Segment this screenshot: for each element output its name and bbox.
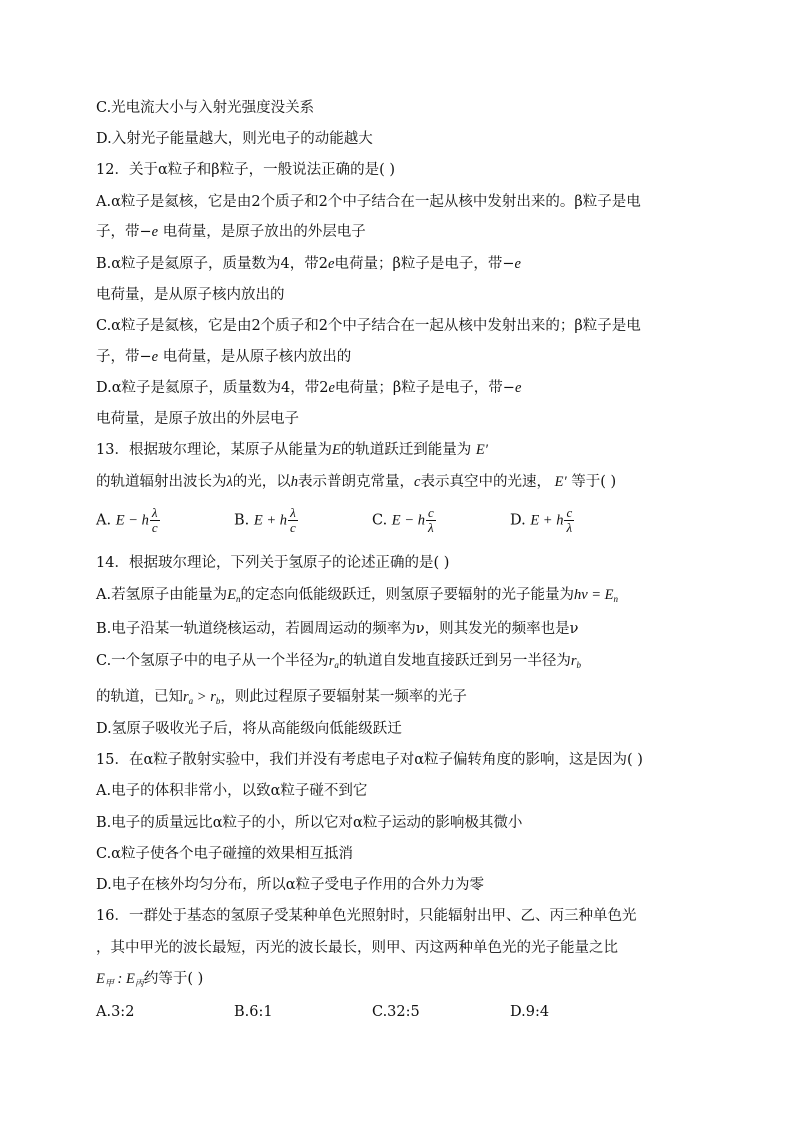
- q12-option-d-line1: D.α粒子是氦原子，质量数为4，带2e电荷量；β粒子是电子，带−e: [96, 380, 522, 396]
- question-16-line1: 16．一群处于基态的氢原子受某种单色光照射时，只能辐射出甲、乙、丙三种单色光: [96, 908, 637, 924]
- q12-option-d-line2: 电荷量，是原子放出的外层电子: [96, 411, 299, 427]
- q14-option-c-line1: C.一个氢原子中的电子从一个半径为$r_a$的轨道自发地直接跃迁到另一半径为$r_b$: [96, 653, 581, 670]
- question-13-line2: 的轨道辐射出波长为λ的光，以h表示普朗克常量，c表示真空中的光速， E′ 等于( ): [96, 474, 617, 490]
- question-16-line3: $E_甲$ : $E_丙$约等于( ): [96, 971, 204, 988]
- option-c-photocurrent: C.光电流大小与入射光强度没关系: [96, 100, 315, 116]
- q16-option-a: A.3:2: [96, 1004, 135, 1020]
- q12-option-a-line2: 子，带−e 电荷量，是原子放出的外层电子: [96, 224, 366, 240]
- q12-option-c-line1: C.α粒子是氦核，它是由2个质子和2个中子结合在一起从核中发射出来的；β粒子是电: [96, 318, 641, 334]
- question-15: 15．在α粒子散射实验中，我们并没有考虑电子对α粒子偏转角度的影响，这是因为( ): [96, 752, 643, 768]
- question-12: 12．关于α粒子和β粒子，一般说法正确的是( ): [96, 162, 396, 178]
- q12-option-b-line2: 电荷量，是从原子核内放出的: [96, 287, 285, 303]
- question-13-line1: 13．根据玻尔理论，某原子从能量为E的轨道跃迁到能量为 E′: [96, 442, 488, 458]
- q13-option-a: A. E − h $\frac{\lambda}{c}$: [96, 505, 158, 535]
- q12-option-c-line2: 子，带−e 电荷量，是从原子核内放出的: [96, 349, 352, 365]
- q15-option-a: A.电子的体积非常小，以致α粒子碰不到它: [96, 783, 368, 799]
- q12-option-a-line1: A.α粒子是氦核，它是由2个质子和2个中子结合在一起从核中发射出来的。β粒子是电: [96, 194, 641, 210]
- question-14: 14．根据玻尔理论，下列关于氢原子的论述正确的是( ): [96, 555, 450, 571]
- q16-option-b: B.6:1: [234, 1004, 273, 1020]
- q16-option-c: C.32:5: [372, 1004, 420, 1020]
- q14-option-d: D.氢原子吸收光子后，将从高能级向低能级跃迁: [96, 721, 402, 737]
- q16-option-d: D.9:4: [510, 1004, 550, 1020]
- question-16-line2: ，其中甲光的波长最短，丙光的波长最长，则甲、丙这两种单色光的光子能量之比: [96, 940, 618, 956]
- q14-option-b: B.电子沿某一轨道绕核运动，若圆周运动的频率为ν，则其发光的频率也是ν: [96, 621, 579, 637]
- q15-option-c: C.α粒子使各个电子碰撞的效果相互抵消: [96, 846, 353, 862]
- q15-option-b: B.电子的质量远比α粒子的小，所以它对α粒子运动的影响极其微小: [96, 815, 523, 831]
- q14-option-a: A.若氢原子由能量为$E_n$的定态向低能级跃迁，则氢原子要辐射的光子能量为$h\nu = E_n$: [96, 587, 619, 604]
- q14-option-c-line2: 的轨道，已知$r_a > r_b$，则此过程原子要辐射某一频率的光子: [96, 689, 467, 706]
- option-d-photon-energy: D.入射光子能量越大，则光电子的动能越大: [96, 131, 373, 147]
- q15-option-d: D.电子在核外均匀分布，所以α粒子受电子作用的合外力为零: [96, 877, 485, 893]
- q13-option-b: B. E + h $\frac{\lambda}{c}$: [234, 505, 296, 535]
- q13-option-c: C. E − h $\frac{c}{\lambda}$: [372, 505, 434, 535]
- q12-option-b-line1: B.α粒子是氦原子，质量数为4，带2e电荷量；β粒子是电子，带−e: [96, 256, 521, 272]
- q13-option-d: D. E + h $\frac{c}{\lambda}$: [510, 505, 573, 535]
